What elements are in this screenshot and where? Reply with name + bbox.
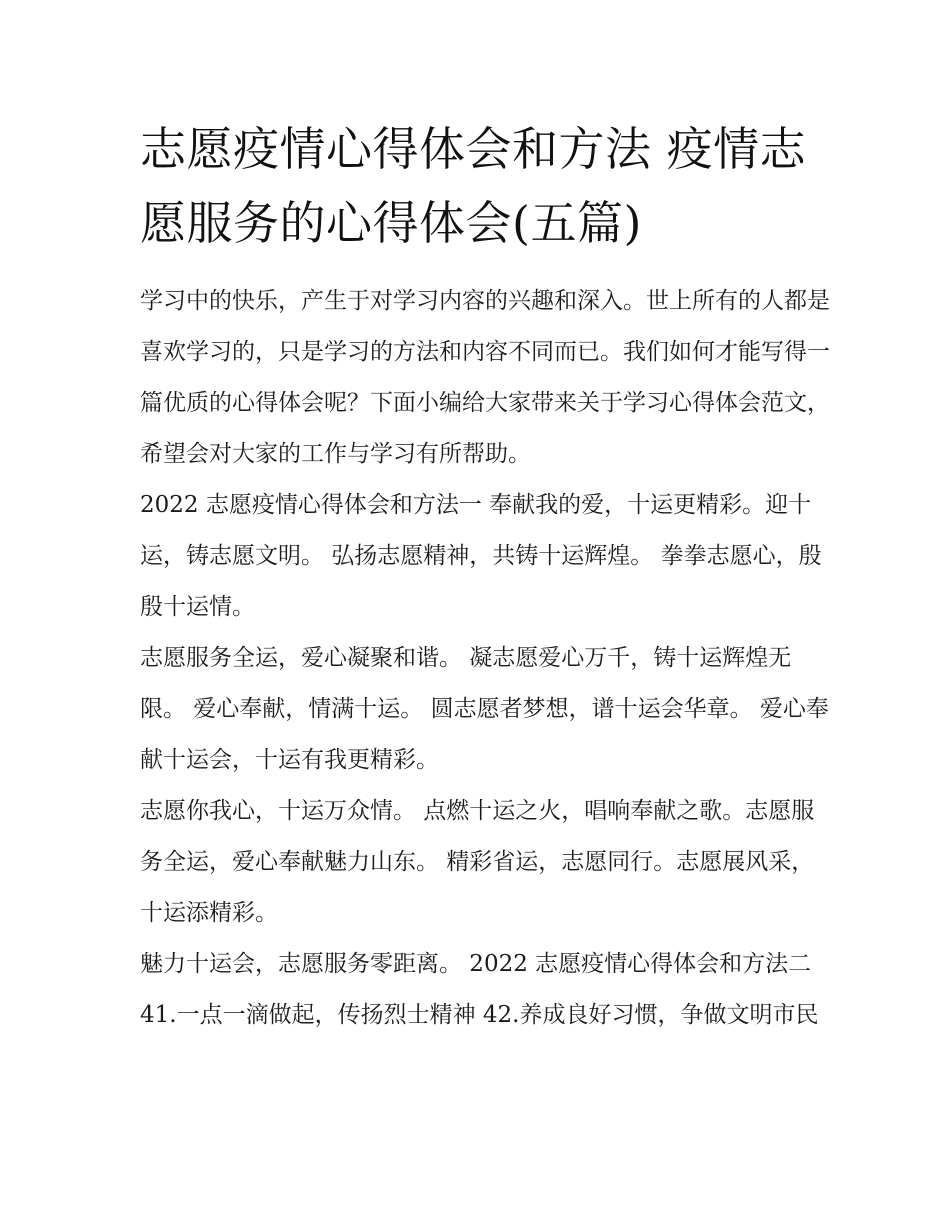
paragraph-method-two: 魅力十运会，志愿服务零距离。 2022 志愿疫情心得体会和方法二 41.一点一滴做起，传扬烈士精神 42.养成良好习惯，争做文明市民 [140, 951, 819, 1028]
document-body [140, 276, 830, 1041]
paragraph-method-one: 2022 志愿疫情心得体会和方法一 奉献我的爱，十运更精彩。迎十运，铸志愿文明。 弘扬志愿精神，共铸十运辉煌。 拳拳志愿心，殷殷十运情。 [140, 492, 822, 620]
paragraph-slogans-heart: 志愿你我心，十运万众情。 点燃十运之火，唱响奉献之歌。志愿服务全运，爱心奉献魅力山东。 精彩省运，志愿同行。志愿展风采，十运添精彩。 [140, 798, 815, 926]
paragraph-slogans-service: 志愿服务全运，爱心凝聚和谐。 凝志愿爱心万千，铸十运辉煌无限。 爱心奉献，情满十运。 圆志愿者梦想，谱十运会华章。 爱心奉献十运会，十运有我更精彩。 [140, 645, 829, 773]
paragraph-intro: 学习中的快乐，产生于对学习内容的兴趣和深入。世上所有的人都是喜欢学习的，只是学习的方法和内容不同而已。我们如何才能写得一篇优质的心得体会呢？下面小编给大家带来关于学习心得体会范文，希望会对大家的工作与学习有所帮助。 [140, 288, 830, 467]
document-title: 志愿疫情心得体会和方法 疫情志愿服务的心得体会(五篇) [140, 122, 807, 250]
